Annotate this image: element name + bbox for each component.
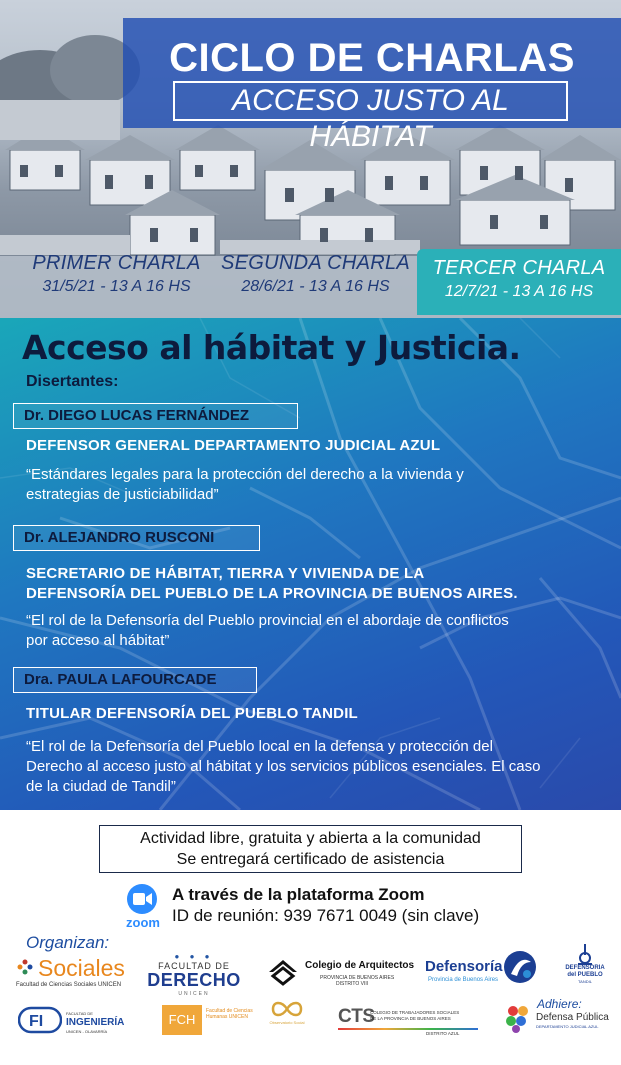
logo-subtext: DISTRITO AZUL	[426, 1031, 460, 1036]
topic-line: “El rol de la Defensoría del Pueblo local en la defensa y protección del	[26, 738, 493, 755]
logo-subtext: FACULTAD DE	[158, 961, 230, 971]
role-line: DEFENSORÍA DEL PUEBLO DE LA PROVINCIA DE BUENOS AIRES.	[26, 585, 518, 602]
logo-text: DEFENSORIA	[565, 965, 605, 971]
logo-subtext: Facultad de Ciencias Humanas UNICEN	[206, 1008, 253, 1020]
observatorio-infinity-icon	[270, 998, 304, 1020]
ingenieria-fi-icon	[18, 1005, 62, 1035]
logo-colegio-trabajadores-sociales	[338, 1006, 480, 1036]
logo-subtext: UNICEN - OLAVARRÍA	[66, 1029, 108, 1034]
logo-subtext-line: COLEGIO DE TRABAJADORES SOCIALES	[370, 1010, 460, 1015]
logo-subtext: Provincia de Buenos Aires	[428, 977, 499, 983]
topic-line: Derecho al acceso justo al hábitat y los servicios públicos esenciales. El caso	[26, 758, 541, 775]
header-banner	[0, 0, 621, 318]
logo-text: Sociales	[38, 955, 125, 981]
logo-text: FCH	[162, 1005, 202, 1035]
topic-line: estrategias de justiciabilidad”	[26, 486, 219, 503]
role-line: DEFENSOR GENERAL DEPARTAMENTO JUDICIAL AZUL	[26, 437, 441, 454]
charla-name: TERCER CHARLA	[432, 257, 606, 279]
info-line: Actividad libre, gratuita y abierta a la comunidad	[140, 830, 481, 847]
logo-defensoria-tandil	[556, 943, 614, 991]
logo-derecho	[146, 952, 242, 998]
role-line: TITULAR DEFENSORÍA DEL PUEBLO TANDIL	[26, 705, 358, 722]
speaker-name-box: Dr. DIEGO LUCAS FERNÁNDEZ	[13, 403, 298, 429]
logo-fch	[162, 1005, 262, 1035]
disertantes-label: Disertantes:	[26, 373, 119, 390]
page-subtitle: ACCESO JUSTO AL HÁBITAT	[173, 81, 568, 121]
main-panel	[0, 318, 621, 810]
role-line: SECRETARIO DE HÁBITAT, TIERRA Y VIVIENDA DE LA	[26, 565, 425, 582]
derecho-dots-icon: ● ● ●	[174, 952, 214, 961]
logo-text: del PUEBLO	[567, 972, 603, 978]
logo-subtext: DEPARTAMENTO JUDICIAL AZUL	[536, 1024, 599, 1029]
adhiere-label: Adhiere:	[537, 997, 582, 1011]
logo-text: Defensoría	[425, 958, 503, 975]
speaker-name-box: Dr. ALEJANDRO RUSCONI	[13, 525, 260, 551]
zoom-meeting-id: ID de reunión: 939 7671 0049 (sin clave)	[172, 906, 480, 925]
speaker-topic	[26, 737, 596, 797]
charla-date: 12/7/21 - 13 A 16 HS	[444, 283, 594, 300]
logo-subtext: Facultad de Ciencias Sociales UNICEN	[16, 982, 122, 988]
logo-subtext: UNICEN	[178, 991, 210, 997]
logo-text: INGENIERÍA	[66, 1017, 125, 1028]
logo-subtext: FACULTAD DE	[66, 1011, 93, 1016]
defensoria-swirl-icon	[503, 950, 537, 984]
logo-subtext: DISTRITO VIII	[336, 981, 369, 987]
logo-observatorio	[265, 998, 309, 1038]
logo-subtext	[370, 1010, 459, 1022]
logo-colegio-arquitectos	[268, 958, 413, 988]
logo-sociales	[16, 955, 136, 990]
logo-text: DERECHO	[147, 970, 241, 990]
topic-line: por acceso al hábitat”	[26, 632, 170, 649]
charla-segunda	[218, 252, 413, 312]
svg-text:FI: FI	[29, 1013, 44, 1030]
logo-text: Colegio de Arquitectos	[305, 960, 415, 971]
title-box	[123, 18, 621, 153]
logo-subtext: Observatorio Social	[269, 1020, 305, 1025]
logo-subtext: PROVINCIA DE BUENOS AIRES	[320, 975, 395, 981]
sociales-people-icon	[16, 958, 34, 976]
zoom-platform-text: A través de la plataforma Zoom	[172, 885, 425, 904]
arquitectos-roof-icon	[268, 958, 298, 986]
info-line: Se entregará certificado de asistencia	[176, 851, 445, 868]
logo-text: Defensa Pública	[536, 1012, 609, 1023]
defensoria-tandil-icon	[575, 943, 595, 965]
logo-subtext: TANDIL	[578, 979, 592, 984]
charla-name: SEGUNDA CHARLA	[220, 252, 411, 274]
zoom-logo-text: zoom	[126, 915, 160, 930]
logo-defensoria-ba	[425, 950, 537, 988]
organizan-label: Organizan:	[26, 933, 110, 952]
speaker-topic	[26, 611, 596, 651]
speaker-topic	[26, 465, 596, 505]
topic-line: de la ciudad de Tandil”	[26, 778, 176, 795]
defensa-publica-dots-icon	[505, 1003, 531, 1033]
activity-info-box	[99, 825, 522, 873]
charla-tercera	[417, 249, 621, 315]
talk-title: Acceso al hábitat y Justicia.	[22, 328, 521, 367]
charla-date: 31/5/21 - 13 A 16 HS	[42, 278, 191, 295]
logo-subtext-line: DE LA PROVINCIA DE BUENOS AIRES	[370, 1016, 451, 1021]
charla-primera	[14, 252, 219, 312]
topic-line: “El rol de la Defensoría del Pueblo provincial en el abordaje de conflictos	[26, 612, 509, 629]
speaker-role	[26, 564, 518, 604]
logo-defensa-publica	[505, 1003, 615, 1037]
speaker-name-box: Dra. PAULA LAFOURCADE	[13, 667, 257, 693]
page-title: CICLO DE CHARLAS	[169, 36, 575, 80]
logo-text: CTS	[338, 1006, 375, 1027]
logo-ingenieria	[18, 1005, 128, 1037]
logo-color-bar	[338, 1028, 478, 1030]
charla-date: 28/6/21 - 13 A 16 HS	[241, 278, 390, 295]
zoom-camera-icon	[127, 884, 157, 914]
charla-name: PRIMER CHARLA	[32, 252, 201, 274]
topic-line: “Estándares legales para la protección del derecho a la vivienda y	[26, 466, 464, 483]
speaker-role	[26, 436, 440, 456]
speaker-role	[26, 704, 358, 724]
